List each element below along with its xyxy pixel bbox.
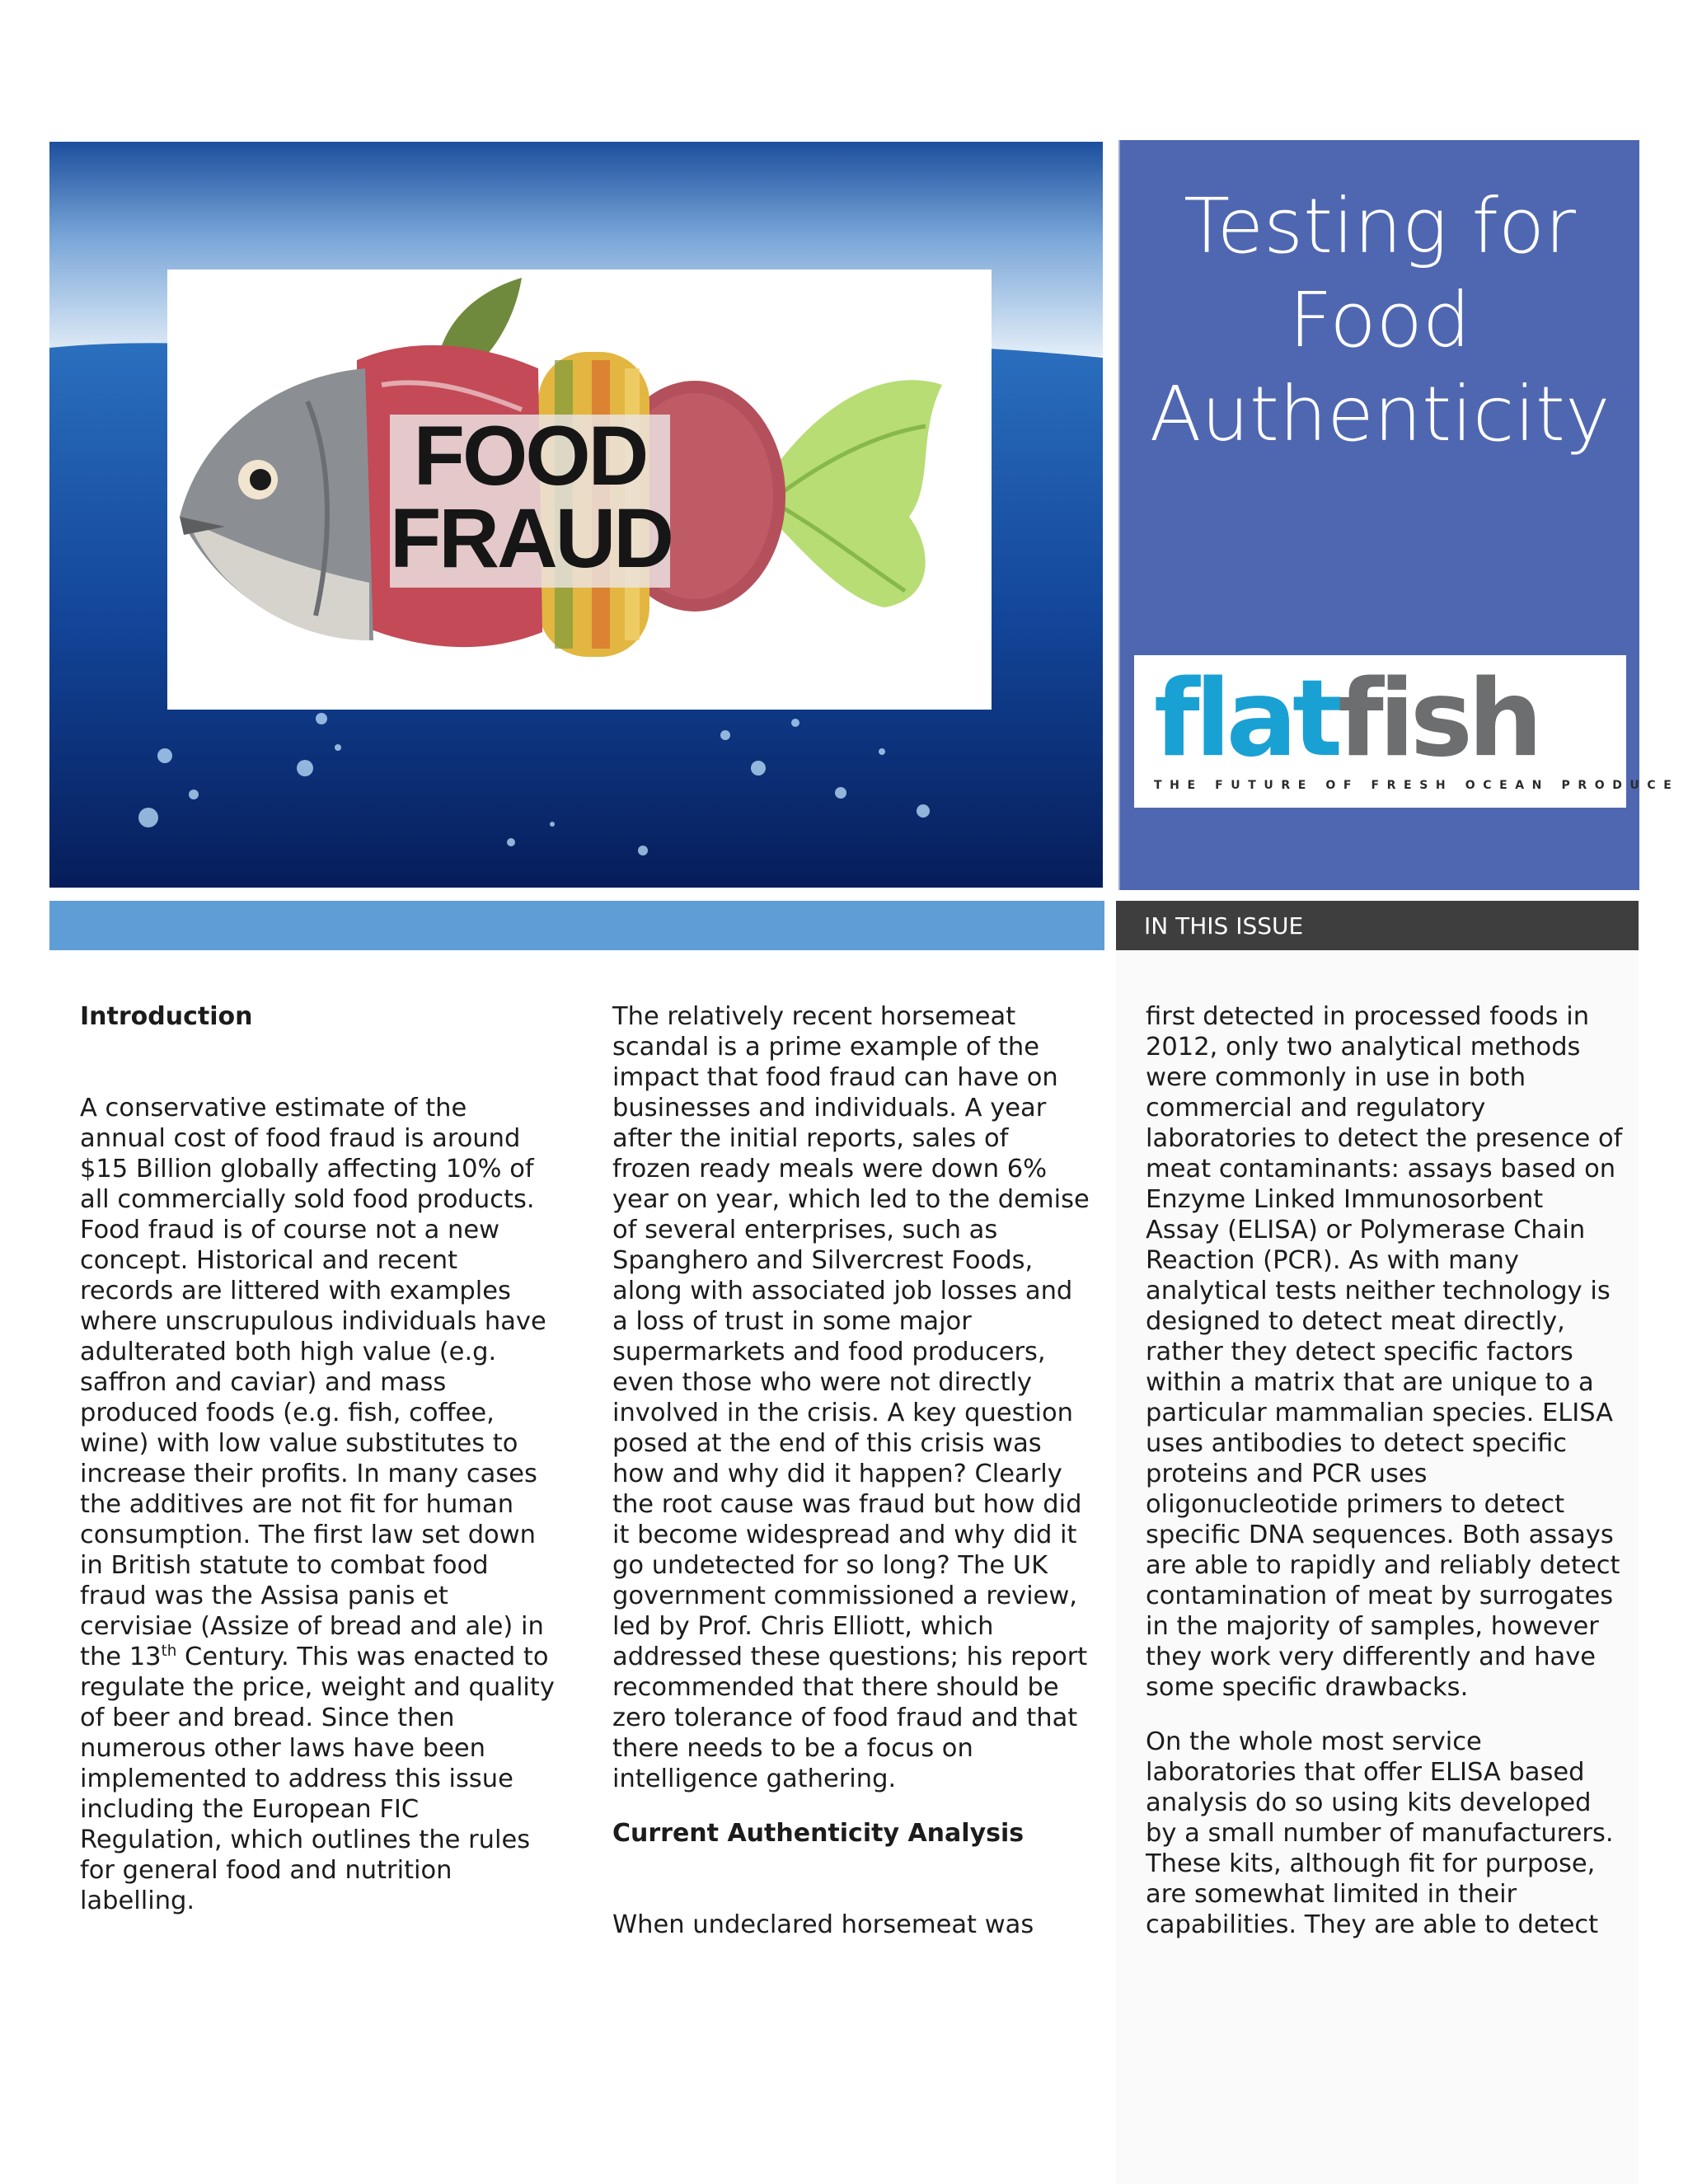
article-column-2 — [612, 1001, 1090, 1964]
analysis-paragraph: When undeclared horsemeat was — [612, 1910, 1034, 1939]
century-superscript: th — [161, 1642, 177, 1660]
accent-bar — [49, 901, 1104, 950]
intro-text-b: Century. This was enacted to regulate the price, weight and quality of beer and bread. Since then numerous other laws have been implemented to address this issue including the European FIC Regulation, which outlines the rules for general food and nutrition labelling. — [80, 1643, 555, 1915]
authenticity-analysis-heading: Current Authenticity Analysis — [612, 1819, 1025, 1848]
newsletter-title — [1120, 180, 1639, 462]
article-column-1 — [80, 1001, 558, 1940]
introduction-heading: Introduction — [80, 1002, 253, 1031]
in-this-issue-bar — [1116, 901, 1639, 950]
in-this-issue-heading: IN THIS ISSUE — [1144, 912, 1304, 940]
food-fraud-card — [167, 269, 992, 710]
century-number: 13 — [129, 1643, 162, 1671]
hero-image — [49, 142, 1103, 888]
intro-text-a: A conservative estimate of the annual cost of food fraud is around $15 Billion globally affecting 10% of all commercially sold food products. Food fraud is of course not a new concept. Historical and recent records are littered with examples where unscrupulous individuals have adulterated both high value (e.g. saffron and caviar) and mass produced foods (e.g. fish, coffee, wine) with low value substitutes to increase their profits. In many cases the additives are not fit for human consumption. The first law set down in British statute to combat food fraud was the Assisa panis et cervisiae (Assize of bread and ale) in the — [80, 1094, 546, 1671]
food-fraud-label — [390, 409, 672, 588]
food-word: FOOD — [413, 409, 647, 503]
logo-tagline: THE FUTURE OF FRESH OCEAN PRODUCE — [1154, 779, 1680, 792]
article-column-3 — [1146, 1001, 1624, 1964]
logo-wordmark — [1154, 658, 1538, 780]
logo-fish: fish — [1338, 658, 1538, 780]
horsemeat-paragraph-continued: The relatively recent horsemeat scandal is a prime example of the impact that food fraud can have on businesses and individuals. A year after the initial reports, sales of frozen ready meals were down 6% year on year, which led to the demise of several enterprises, such as Spanghero and Silvercrest Foods, along with associated job losses and a loss of trust in some major supermarkets and food producers, even those who were not directly involved in the crisis. A key question posed at the end of this crisis was how and why did it happen? Clearly the root cause was fraud but how did it become widespread and why did it go undetected for so long? The UK government commissioned a review, led by Prof. Chris Elliott, which addressed these questions; his report recommended that there should be zero tolerance of food fraud and that there needs to be a focus on intelligence gathering. — [612, 1002, 1090, 1793]
title-line-3: Authenticity — [1149, 370, 1611, 458]
analysis-paragraph-continued: first detected in processed foods in 2012, only two analytical methods were commonly in use in both commercial and regulatory laboratories to detect the presence of meat contaminants: assays based on Enzyme Linked Immunosorbent Assay (ELISA) or Polymerase Chain Reaction (PCR). As with many analytical tests neither technology is designed to detect meat directly, rather they detect specific factors within a matrix that are unique to a particular mammalian species. ELISA uses antibodies to detect specific proteins and PCR uses oligonucleotide primers to detect specific DNA sequences. Both assays are able to rapidly and reliably detect contamination of meat by surrogates in the majority of samples, however they work very differently and have some specific drawbacks. — [1146, 1002, 1623, 1702]
logo-flat: flat — [1154, 658, 1339, 780]
intro-paragraph — [80, 1093, 558, 1916]
title-panel — [1118, 140, 1680, 890]
title-line-2: Food — [1288, 276, 1471, 364]
flatfish-logo — [1134, 655, 1680, 808]
title-line-1: Testing for — [1184, 182, 1576, 270]
elisa-paragraph: On the whole most service laboratories that offer ELISA based analysis do so using kits developed by a small number of manufacturers. These kits, although fit for purpose, are somewhat limited in their capabilities. They are able to detect — [1146, 1727, 1614, 1939]
fraud-word: FRAUD — [390, 491, 672, 585]
